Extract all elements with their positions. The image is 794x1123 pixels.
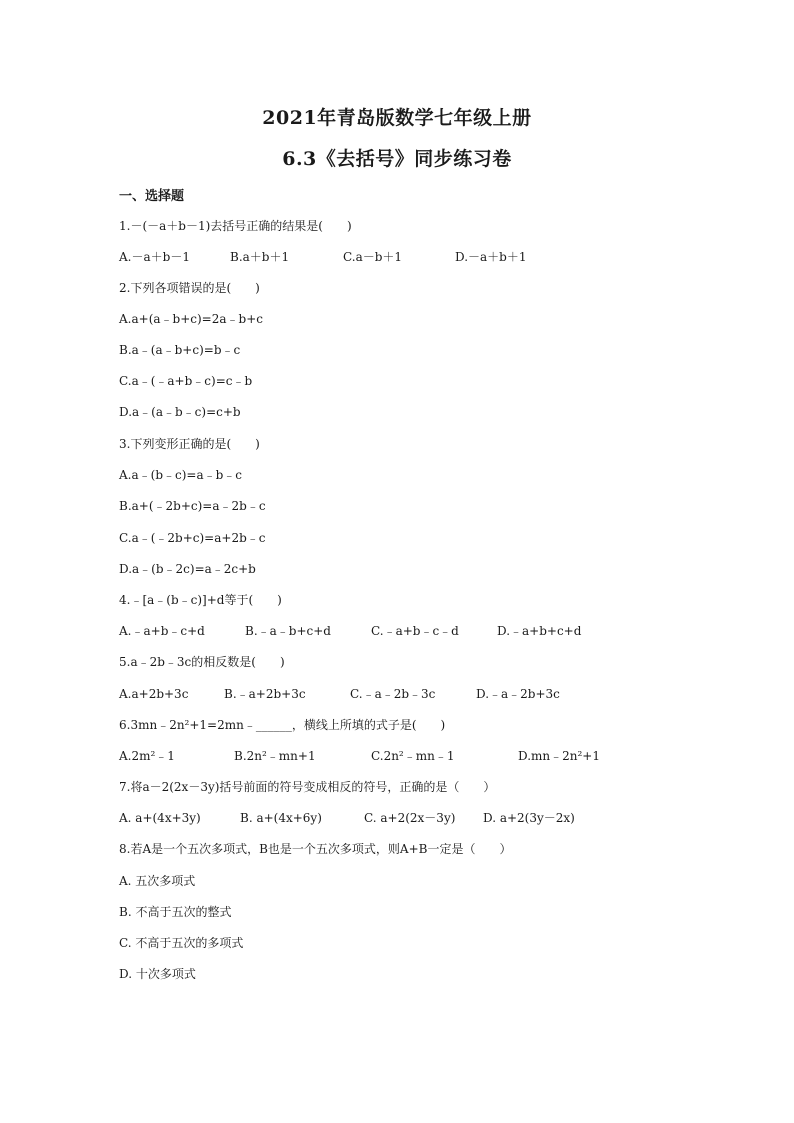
option-c: C.﹣a﹣2b﹣3c: [350, 687, 436, 701]
question-8-stem: 8.若A是一个五次多项式，B也是一个五次多项式，则A+B一定是（ ）: [119, 842, 512, 856]
page-title: 2021年青岛版数学七年级上册: [262, 107, 532, 129]
option-b: B.2n²﹣mn+1: [234, 749, 316, 763]
option-a: A. 五次多项式: [119, 874, 196, 888]
option-c: C.﹣a+b﹣c﹣d: [371, 624, 459, 638]
option-c: C.2n²﹣mn﹣1: [371, 749, 455, 763]
question-7-stem: 7.将a－2(2x－3y)括号前面的符号变成相反的符号，正确的是（ ）: [119, 780, 496, 794]
option-d: D.－a＋b＋1: [455, 250, 527, 264]
option-a: A. a+(4x+3y): [119, 811, 201, 825]
option-b: B.a+(﹣2b+c)=a﹣2b﹣c: [119, 499, 266, 513]
option-c: C. a+2(2x－3y): [364, 811, 456, 825]
option-b: B. a+(4x+6y): [240, 811, 322, 825]
question-6-stem: 6.3mn﹣2n²+1=2mn﹣______，横线上所填的式子是( ): [119, 718, 446, 732]
option-b: B.﹣a﹣b+c+d: [245, 624, 331, 638]
option-b: B. 不高于五次的整式: [119, 905, 232, 919]
question-3-stem: 3.下列变形正确的是( ): [119, 437, 260, 451]
option-d: D.a﹣(a﹣b﹣c)=c+b: [119, 405, 241, 419]
option-a: A.a+(a﹣b+c)=2a﹣b+c: [119, 312, 263, 326]
option-a: A.a+2b+3c: [119, 687, 189, 701]
option-c: C.a﹣(﹣a+b﹣c)=c﹣b: [119, 374, 253, 388]
option-d: D.﹣a﹣2b+3c: [476, 687, 560, 701]
question-4-stem: 4.﹣[a﹣(b﹣c)]+d等于( ): [119, 593, 282, 607]
option-a: A.﹣a+b﹣c+d: [119, 624, 205, 638]
option-a: A.－a＋b－1: [119, 250, 190, 264]
option-a: A.a﹣(b﹣c)=a﹣b﹣c: [119, 468, 243, 482]
option-c: C.a－b＋1: [343, 250, 403, 264]
option-d: D. a+2(3y－2x): [483, 811, 575, 825]
section-heading: 一、选择题: [119, 189, 185, 204]
option-c: C. 不高于五次的多项式: [119, 936, 244, 950]
option-c: C.a﹣(﹣2b+c)=a+2b﹣c: [119, 531, 266, 545]
option-a: A.2m²﹣1: [119, 749, 175, 763]
question-1-stem: 1.－(－a＋b－1)去括号正确的结果是( ): [119, 219, 352, 233]
question-5-stem: 5.a﹣2b﹣3c的相反数是( ): [119, 655, 285, 669]
question-2-stem: 2.下列各项错误的是( ): [119, 281, 260, 295]
page-subtitle: 6.3《去括号》同步练习卷: [282, 148, 512, 170]
option-b: B.a＋b＋1: [230, 250, 290, 264]
option-b: B.﹣a+2b+3c: [224, 687, 306, 701]
option-d: D. 十次多项式: [119, 967, 196, 981]
option-d: D.a﹣(b﹣2c)=a﹣2c+b: [119, 562, 256, 576]
option-b: B.a﹣(a﹣b+c)=b﹣c: [119, 343, 241, 357]
option-d: D.﹣a+b+c+d: [497, 624, 582, 638]
option-d: D.mn﹣2n²+1: [518, 749, 600, 763]
